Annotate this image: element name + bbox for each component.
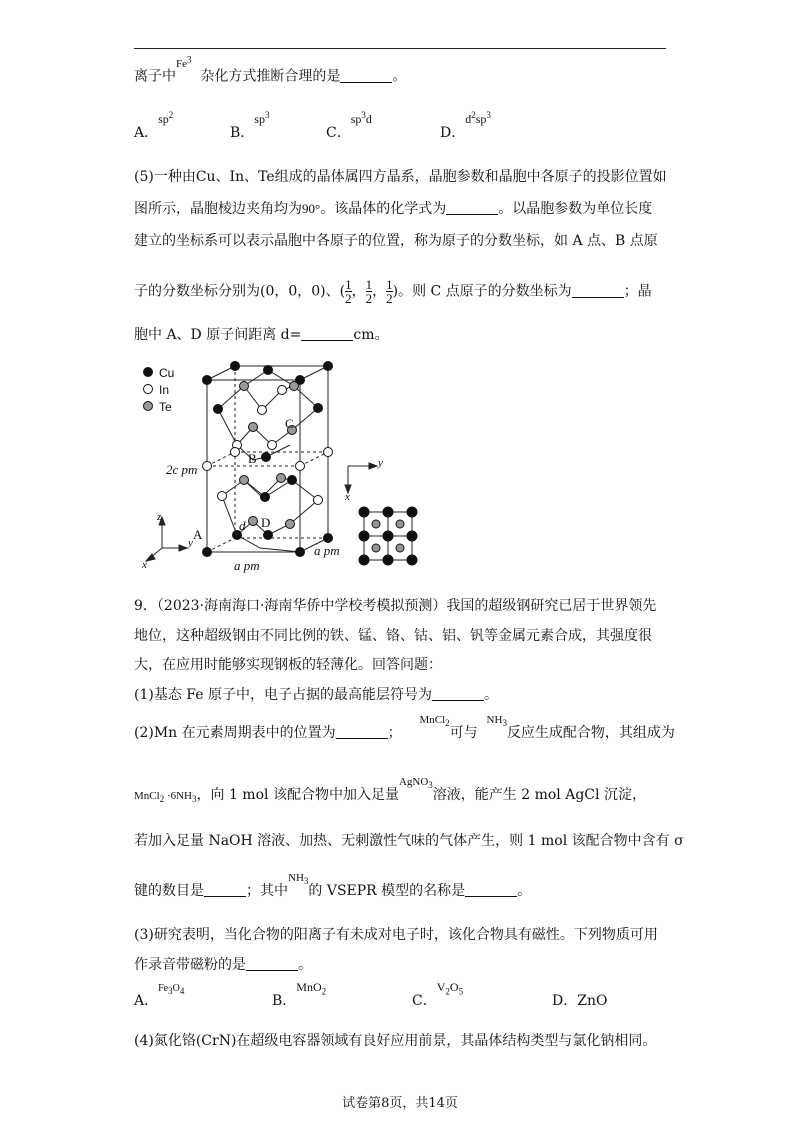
label-a: A (193, 527, 203, 542)
axis-y-label: y (188, 537, 193, 549)
q9-part-1: (1)基态 Fe 原子中，电子占据的最高能层符号为 。 (134, 687, 498, 703)
q9-option-b[interactable]: B．MnO$_2$ (272, 980, 327, 1009)
magnetic-blank[interactable] (246, 956, 298, 971)
label-c: C (285, 416, 294, 431)
label-d: D (261, 515, 271, 530)
fraction-half: $\frac{1}{2}$ (345, 277, 352, 306)
fraction-half: $\frac{1}{2}$ (365, 277, 373, 306)
sigma-bond-blank[interactable] (204, 882, 246, 897)
vsepr-blank[interactable] (465, 882, 517, 897)
label-2c: 2c pm (166, 462, 198, 477)
label-a-right: a pm (314, 543, 340, 558)
position-blank[interactable] (336, 724, 388, 739)
axes-icon (146, 463, 377, 561)
legend-te: Te (143, 399, 174, 416)
q9-option-c[interactable]: C．$V_2O_5$ (412, 980, 464, 1009)
q9-part-2: (2)Mn 在元素周期表中的位置为 ； $^{MnCl_2}$可与 $^{NH_3}$反应生成配合物，其组成为 (134, 714, 675, 741)
fe-ion-formula: Fe3 (176, 54, 192, 70)
q9-part-2-line-4: 键的数目是 ；其中$^{NH_3}$的 VSEPR 模型的名称是 。 (134, 872, 532, 899)
axis-x2-label: x (345, 491, 350, 503)
q5-line-3: 建立的坐标系可以表示晶胞中各原子的位置，称为原子的分数坐标，如 A 点、B 点原 (134, 233, 658, 249)
q9-part-3: (3)研究表明，当化合物的阳离子有未成对电子时，该化合物具有磁性。下列物质可用 (134, 927, 658, 943)
legend-cu: Cu (143, 365, 174, 382)
axis-z-label: z (157, 511, 162, 523)
projection-grid (359, 507, 417, 565)
q9-part-4: (4)氮化铬(CrN)在超级电容器领域有良好应用前景，其晶体结构类型与氯化钠相同。 (134, 1033, 657, 1049)
axis-x-label: x (142, 559, 147, 571)
option-c[interactable]: C．$sp^3d$ (326, 110, 372, 141)
energy-level-blank[interactable] (432, 686, 484, 701)
label-b: B (248, 451, 257, 466)
axis-y2-label: y (378, 457, 383, 469)
q9-option-a[interactable]: A．$^{Fe_3O_4}$ (134, 983, 185, 1009)
q9-line-1: 9．（2023·海南海口·海南华侨中学校考模拟预测）我国的超级钢研究已居于世界领先 (134, 598, 657, 614)
option-b[interactable]: B．$sp^3$ (230, 110, 270, 141)
q5-line-1: (5)一种由Cu、In、Te组成的晶体属四方晶系，晶胞参数和晶胞中各原子的投影位置如 (134, 169, 667, 185)
label-a-bottom: a pm (234, 558, 260, 573)
q5-line-4: 子的分数坐标分别为(0，0，0)、( $\frac{1}{2}$ ， $\frac{1}{2}$ ， $\frac{1}{2}$ )。则 C 点原子的分数坐标为 ；晶 (134, 277, 652, 306)
q9-line-2: 地位，这种超级钢由不同比例的铁、锰、铬、钴、铝、钒等金属元素合成，其强度很 (134, 628, 652, 644)
q9-part-2-line-3: 若加入足量 NaOH 溶液、加热、无刺激性气味的气体产生，则 1 mol 该配合物中含有 σ (134, 833, 684, 849)
page-footer: 试卷第8页，共14页 (342, 1096, 458, 1111)
q5-line-2: 图所示，晶胞棱边夹角均为90°。该晶体的化学式为 。以晶胞参数为单位长度 (134, 201, 653, 217)
q9-option-d[interactable]: D．ZnO (552, 993, 608, 1009)
question-4-tail: 离子中$^{Fe^3}$ 杂化方式推断合理的是 。 (134, 54, 407, 85)
option-a[interactable]: A．$sp^2$ (134, 110, 174, 141)
q9-part-3-cont: 作录音带磁粉的是 。 (134, 957, 312, 973)
q5-line-5: 胞中 A、D 原子间距离 d= cm。 (134, 327, 389, 343)
legend-in: In (143, 382, 174, 399)
q9-line-3: 大，在应用时能够实现钢板的轻薄化。回答问题： (134, 657, 442, 673)
option-d[interactable]: D．$d^2sp^3$ (440, 110, 491, 141)
label-d-distance: d (239, 518, 246, 533)
q9-part-2-cont: MnCl$_2$ $\cdot 6NH_3$，向 1 mol 该配合物中加入足量$^{AgNO_3}$溶液，能产生 2 mol AgCl 沉淀， (134, 776, 646, 805)
fraction-half: $\frac{1}{2}$ (386, 277, 393, 306)
